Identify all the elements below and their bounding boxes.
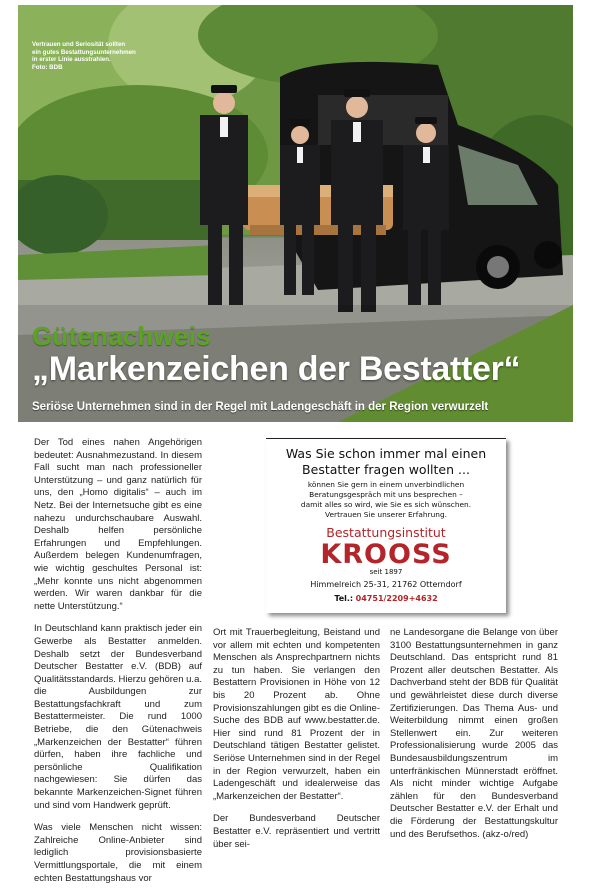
ad-phone xyxy=(266,594,506,604)
article-column-1 xyxy=(34,437,202,895)
ad-body: können Sie gern in einem unverbindlichen Beratungsgespräch mit uns besprechen – damit alles so wird, wie Sie es sich wünschen. Vertrauen Sie unserer Erfahrung. xyxy=(300,480,472,519)
ad-brand-logo: KROOSS xyxy=(320,539,452,570)
ad-since: seit 1897 xyxy=(369,568,403,576)
hero-photo xyxy=(18,5,573,422)
article-headline: „Markenzeichen der Bestatter“ xyxy=(32,350,521,388)
article-column-3 xyxy=(390,627,558,851)
advertisement[interactable] xyxy=(266,438,506,613)
paragraph: ne Landesorgane die Belange von über 3100 Bestattungsunternehmen in ganz Deutschland. Das entspricht rund 81 Prozent aller deutschen Bestatter. Als Dachverband steht der BDB für Qualität und gewährleistet diese durch diverse Zertifizierungen. Das Thema Aus- und Weiterbildung nimmt einen großen Stellenwert ein. Zur weiteren Professionalisierung wurde 2005 das Bundesausbildungszentrum im unterfränkischen Münnerstadt eröffnet. Als nicht minder wichtige Aufgabe zählen für den Bundesverband Deutscher Bestatter e.V. der Erhalt und die Förderung der Bestattungskultur und des Berufsethos. (akz-o/red) xyxy=(390,627,558,840)
article-kicker: Gütenachweis xyxy=(32,321,211,351)
ad-company-type: Bestattungsinstitut xyxy=(326,525,446,540)
paragraph: Der Tod eines nahen Angehörigen bedeutet: Ausnahmezustand. In diesem Fall sucht man nach professioneller Unterstützung – und ganz natürlich für uns, den „Homo digitalis“ – auch im Netz. Bei der Internetsuche gibt es eine nahezu undurchschaubare Auswahl. Deshalb helfen persönliche Erfahrungen und Empfehlungen. Außerdem belegen Kundenumfragen, wie wichtig geschultes Personal ist: „Mehr konnte uns nicht abgenommen werden. Wir waren dankbar für die nette Unterstützung.“ xyxy=(34,437,202,612)
ad-phone-number[interactable]: 04751/2209+4632 xyxy=(355,594,438,603)
photo-caption: Vertrauen und Seriosität sollten ein gutes Bestattungsunternehmen in erster Linie ausstrahlen. Foto: BDB xyxy=(32,41,136,71)
paragraph: Ort mit Trauerbegleitung, Beistand und vor allem mit echten und kompetenten Menschen als Ansprechpartnern nichts zu tun haben. Sie verlangen den Bestattern Provisionen in Höhe von 12 bis 20 Prozent ab. Ohne Provisionszahlungen gibt es die Online-Suche des BDB auf www.bestatter.de. Hier sind rund 81 Prozent der in Deutschland tätigen Bestatter gelistet. Seriöse Unternehmen sind in der Regel in der Region verwurzelt, haben ein Ladengeschäft und idealerweise das „Markenzeichen der Bestatter“. xyxy=(213,627,380,802)
paragraph: Der Bundesverband Deutscher Bestatter e.V. repräsentiert und vertritt über sei- xyxy=(213,813,380,850)
ad-phone-label: Tel.: xyxy=(334,594,354,603)
article-column-2 xyxy=(213,627,380,861)
paragraph: In Deutschland kann praktisch jeder ein Gewerbe als Bestatter anmelden. Deshalb setzt der Bundesverband Deutscher Bestatter e.V. (BDB) auf Qualitätsstandards. Hierzu gehören u.a. die Ausbildungen zur Bestattungsfachkraft und zum Bestattermeister. Die rund 1000 Betriebe, die den Gütenachweis „Markenzeichen der Bestatter“ führen dürfen, haben ihre fachliche und persönliche Qualifikation nachgewiesen: Sie dürfen das bekannte Markenzeichen-Signet führen und sind vom Handwerk geprüft. xyxy=(34,623,202,811)
ad-address: Himmelreich 25-31, 21762 Otterndorf xyxy=(310,580,462,589)
article-subheadline: Seriöse Unternehmen sind in der Regel mit Ladengeschäft in der Region verwurzelt xyxy=(32,401,489,413)
ad-headline: Was Sie schon immer mal einen Bestatter fragen wollten ... xyxy=(285,446,487,477)
paragraph: Was viele Menschen nicht wissen: Zahlreiche Online-Anbieter sind lediglich provisionsbasierte Vermittlungsportale, die mit einem echten Bestattungshaus vor xyxy=(34,822,202,884)
